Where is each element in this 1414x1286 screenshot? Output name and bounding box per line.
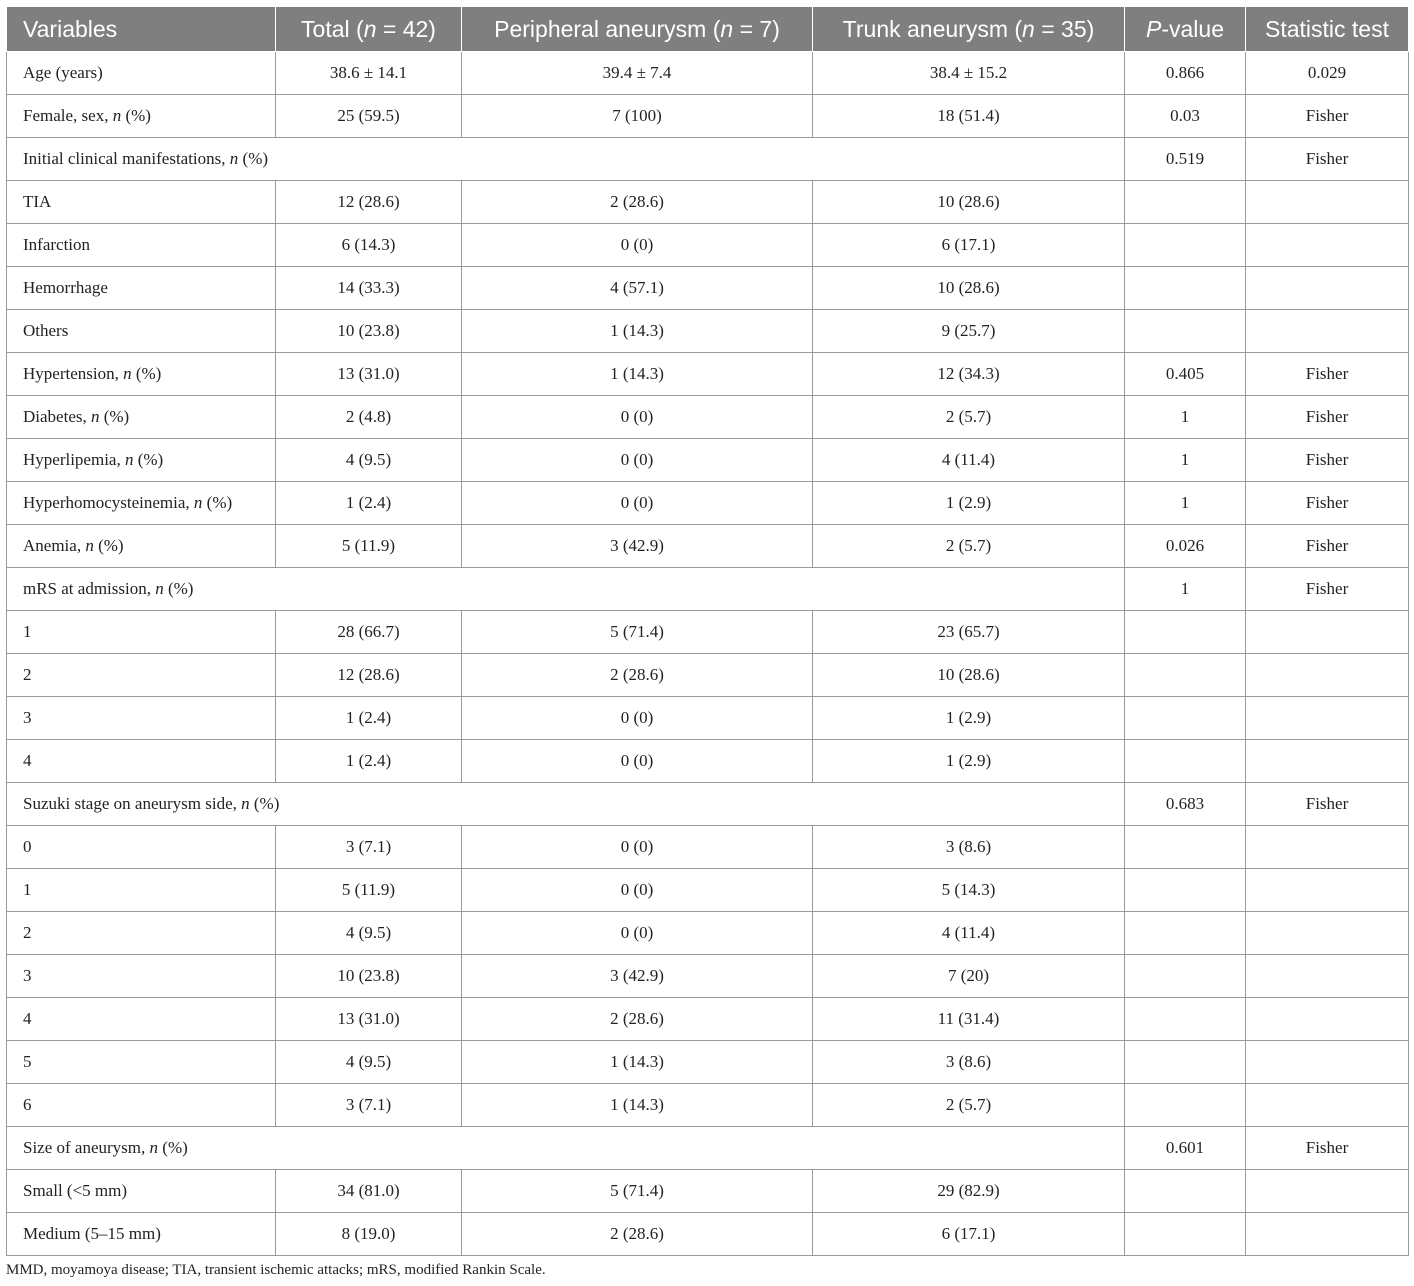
table-row [7,1041,1409,1084]
table-row [7,439,1409,482]
table-row [7,1084,1409,1127]
row-label: Hypertension, n (%) [7,353,276,396]
cell-trunk: 10 (28.6) [813,654,1125,697]
cell-peripheral: 0 (0) [462,482,813,525]
cell-total: 4 (9.5) [276,1041,462,1084]
cell-trunk: 29 (82.9) [813,1170,1125,1213]
cell-trunk: 6 (17.1) [813,1213,1125,1256]
cell-trunk: 2 (5.7) [813,525,1125,568]
table-row [7,654,1409,697]
table-row [7,912,1409,955]
row-label: 2 [7,654,276,697]
cell-trunk: 38.4 ± 15.2 [813,52,1125,95]
header-statistic-test: Statistic test [1246,7,1409,52]
cell-p-value [1125,697,1246,740]
cell-statistic-test [1246,740,1409,783]
table-row [7,611,1409,654]
row-label: Hyperhomocysteinemia, n (%) [7,482,276,525]
cell-statistic-test: Fisher [1246,482,1409,525]
cell-p-value [1125,267,1246,310]
cell-statistic-test: Fisher [1246,95,1409,138]
cell-peripheral: 2 (28.6) [462,181,813,224]
cell-peripheral: 7 (100) [462,95,813,138]
row-label: 2 [7,912,276,955]
table-footnote: MMD, moyamoya disease; TIA, transient ischemic attacks; mRS, modified Rankin Scale. [6,1262,546,1278]
header-p-value: P-value [1125,7,1246,52]
cell-trunk: 2 (5.7) [813,1084,1125,1127]
cell-statistic-test [1246,1170,1409,1213]
cell-trunk: 23 (65.7) [813,611,1125,654]
cell-peripheral: 39.4 ± 7.4 [462,52,813,95]
cell-peripheral: 2 (28.6) [462,998,813,1041]
table-row [7,869,1409,912]
cell-total: 14 (33.3) [276,267,462,310]
row-label: 1 [7,611,276,654]
cell-trunk: 4 (11.4) [813,439,1125,482]
cell-trunk: 18 (51.4) [813,95,1125,138]
row-label: Suzuki stage on aneurysm side, n (%) [7,783,1125,826]
table-row [7,826,1409,869]
cell-peripheral: 0 (0) [462,697,813,740]
cell-total: 1 (2.4) [276,482,462,525]
cell-total: 12 (28.6) [276,181,462,224]
cell-peripheral: 0 (0) [462,396,813,439]
cell-trunk: 3 (8.6) [813,826,1125,869]
row-label: Female, sex, n (%) [7,95,276,138]
cell-peripheral: 4 (57.1) [462,267,813,310]
row-label: 0 [7,826,276,869]
cell-statistic-test [1246,912,1409,955]
cell-total: 10 (23.8) [276,310,462,353]
cell-p-value: 0.601 [1125,1127,1246,1170]
cell-statistic-test: Fisher [1246,439,1409,482]
cell-peripheral: 5 (71.4) [462,1170,813,1213]
row-label: TIA [7,181,276,224]
cell-total: 3 (7.1) [276,826,462,869]
row-label: Medium (5–15 mm) [7,1213,276,1256]
cell-total: 28 (66.7) [276,611,462,654]
cell-peripheral: 3 (42.9) [462,955,813,998]
cell-statistic-test [1246,826,1409,869]
row-label: Infarction [7,224,276,267]
table-body [7,52,1409,1256]
cell-trunk: 2 (5.7) [813,396,1125,439]
cell-trunk: 7 (20) [813,955,1125,998]
cell-peripheral: 1 (14.3) [462,1084,813,1127]
cell-statistic-test [1246,998,1409,1041]
cell-p-value: 0.026 [1125,525,1246,568]
cell-trunk: 4 (11.4) [813,912,1125,955]
table-row [7,353,1409,396]
row-label: 1 [7,869,276,912]
cell-statistic-test [1246,1041,1409,1084]
cell-statistic-test: Fisher [1246,568,1409,611]
table-row [7,697,1409,740]
cell-peripheral: 2 (28.6) [462,654,813,697]
table-row [7,95,1409,138]
cell-peripheral: 0 (0) [462,439,813,482]
table-row [7,52,1409,95]
row-label: Anemia, n (%) [7,525,276,568]
row-label: Small (<5 mm) [7,1170,276,1213]
cell-statistic-test [1246,611,1409,654]
cell-peripheral: 0 (0) [462,869,813,912]
cell-p-value [1125,224,1246,267]
table-row [7,998,1409,1041]
cell-trunk: 6 (17.1) [813,224,1125,267]
row-label: Diabetes, n (%) [7,396,276,439]
cell-total: 25 (59.5) [276,95,462,138]
table-row [7,955,1409,998]
cell-total: 4 (9.5) [276,439,462,482]
cell-p-value: 0.519 [1125,138,1246,181]
cell-p-value [1125,912,1246,955]
cell-p-value [1125,654,1246,697]
row-label: mRS at admission, n (%) [7,568,1125,611]
cell-trunk: 12 (34.3) [813,353,1125,396]
cell-trunk: 11 (31.4) [813,998,1125,1041]
cell-total: 10 (23.8) [276,955,462,998]
row-label: 3 [7,955,276,998]
table-row [7,1213,1409,1256]
cell-total: 6 (14.3) [276,224,462,267]
cell-total: 5 (11.9) [276,869,462,912]
cell-total: 3 (7.1) [276,1084,462,1127]
row-label: 4 [7,998,276,1041]
cell-p-value: 1 [1125,439,1246,482]
header-variables: Variables [7,7,276,52]
header-total: Total (n = 42) [276,7,462,52]
section-row [7,1127,1409,1170]
cell-p-value [1125,611,1246,654]
cell-p-value: 0.405 [1125,353,1246,396]
table-row [7,525,1409,568]
cell-statistic-test: Fisher [1246,783,1409,826]
cell-statistic-test [1246,955,1409,998]
cell-statistic-test: Fisher [1246,525,1409,568]
table-row [7,396,1409,439]
cell-total: 13 (31.0) [276,353,462,396]
cell-trunk: 1 (2.9) [813,740,1125,783]
cell-total: 8 (19.0) [276,1213,462,1256]
cell-p-value: 0.03 [1125,95,1246,138]
cell-total: 5 (11.9) [276,525,462,568]
cell-total: 1 (2.4) [276,697,462,740]
cell-statistic-test [1246,310,1409,353]
cell-p-value [1125,1170,1246,1213]
table-row [7,482,1409,525]
cell-statistic-test: Fisher [1246,1127,1409,1170]
cell-p-value [1125,998,1246,1041]
cell-statistic-test [1246,267,1409,310]
row-label: 5 [7,1041,276,1084]
row-label: Size of aneurysm, n (%) [7,1127,1125,1170]
cell-p-value [1125,1213,1246,1256]
cell-p-value [1125,869,1246,912]
cell-p-value: 1 [1125,568,1246,611]
cell-p-value [1125,740,1246,783]
table-row [7,224,1409,267]
cell-peripheral: 0 (0) [462,224,813,267]
cell-p-value: 1 [1125,482,1246,525]
cell-statistic-test [1246,224,1409,267]
section-row [7,568,1409,611]
cell-p-value: 0.866 [1125,52,1246,95]
cell-p-value [1125,826,1246,869]
cell-trunk: 9 (25.7) [813,310,1125,353]
cell-statistic-test: 0.029 [1246,52,1409,95]
cell-statistic-test [1246,181,1409,224]
cell-peripheral: 0 (0) [462,740,813,783]
row-label: Hyperlipemia, n (%) [7,439,276,482]
cell-p-value [1125,1041,1246,1084]
section-row [7,138,1409,181]
cell-peripheral: 0 (0) [462,826,813,869]
cell-p-value [1125,1084,1246,1127]
row-label: 4 [7,740,276,783]
section-row [7,783,1409,826]
cell-statistic-test: Fisher [1246,396,1409,439]
cell-peripheral: 0 (0) [462,912,813,955]
cell-trunk: 5 (14.3) [813,869,1125,912]
cell-peripheral: 5 (71.4) [462,611,813,654]
table-row [7,1170,1409,1213]
cell-p-value [1125,181,1246,224]
table-row [7,181,1409,224]
cell-total: 2 (4.8) [276,396,462,439]
header-trunk-aneurysm: Trunk aneurysm (n = 35) [813,7,1125,52]
cell-trunk: 10 (28.6) [813,267,1125,310]
cell-statistic-test [1246,654,1409,697]
cell-statistic-test [1246,1213,1409,1256]
cell-p-value: 0.683 [1125,783,1246,826]
row-label: Initial clinical manifestations, n (%) [7,138,1125,181]
header-row [7,7,1409,52]
row-label: Others [7,310,276,353]
cell-trunk: 1 (2.9) [813,482,1125,525]
row-label: 6 [7,1084,276,1127]
cell-statistic-test: Fisher [1246,138,1409,181]
table-row [7,740,1409,783]
cell-peripheral: 1 (14.3) [462,310,813,353]
cell-total: 1 (2.4) [276,740,462,783]
table-row [7,267,1409,310]
cell-peripheral: 2 (28.6) [462,1213,813,1256]
cell-total: 34 (81.0) [276,1170,462,1213]
cell-statistic-test [1246,1084,1409,1127]
row-label: Age (years) [7,52,276,95]
header-peripheral-aneurysm: Peripheral aneurysm (n = 7) [462,7,813,52]
cell-statistic-test [1246,697,1409,740]
cell-p-value [1125,955,1246,998]
cell-peripheral: 3 (42.9) [462,525,813,568]
row-label: 3 [7,697,276,740]
row-label: Hemorrhage [7,267,276,310]
cell-total: 12 (28.6) [276,654,462,697]
cell-p-value: 1 [1125,396,1246,439]
cell-peripheral: 1 (14.3) [462,353,813,396]
cell-statistic-test: Fisher [1246,353,1409,396]
cell-trunk: 3 (8.6) [813,1041,1125,1084]
data-table [6,6,1409,1256]
cell-peripheral: 1 (14.3) [462,1041,813,1084]
cell-total: 13 (31.0) [276,998,462,1041]
table-row [7,310,1409,353]
cell-trunk: 10 (28.6) [813,181,1125,224]
cell-total: 4 (9.5) [276,912,462,955]
cell-total: 38.6 ± 14.1 [276,52,462,95]
cell-trunk: 1 (2.9) [813,697,1125,740]
cell-statistic-test [1246,869,1409,912]
cell-p-value [1125,310,1246,353]
